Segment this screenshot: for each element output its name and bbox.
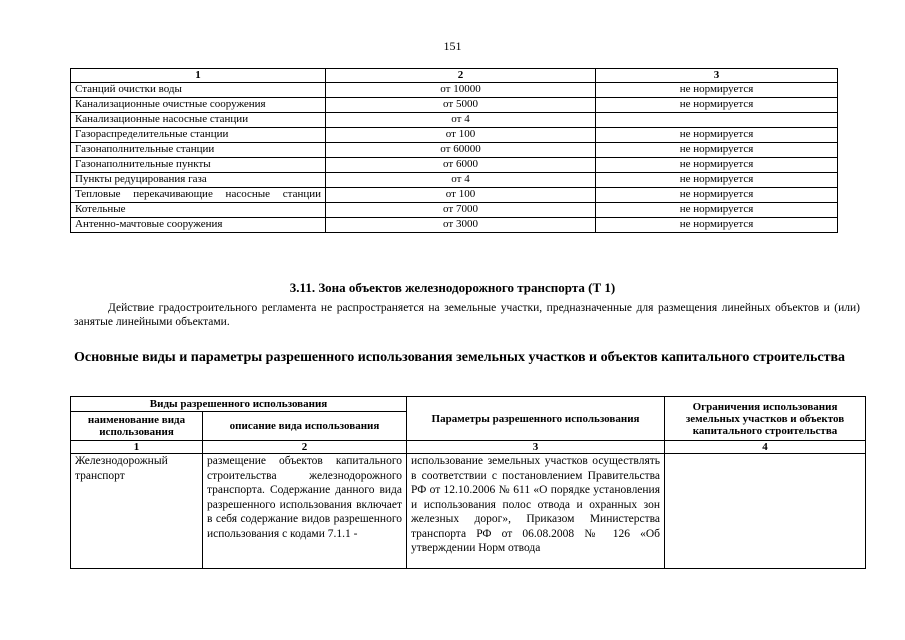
norm-status: не нормируется [596,158,838,173]
table-row [71,83,838,98]
table-header-row [71,69,838,83]
facility-distance-table [70,68,838,233]
distance-value: от 7000 [326,203,596,218]
facility-name: Газораспределительные станции [71,128,326,143]
distance-value: от 60000 [326,143,596,158]
facility-name: Тепловые перекачивающие насосные станции [71,188,326,203]
norm-status: не нормируется [596,98,838,113]
norm-status: не нормируется [596,143,838,158]
permitted-use-heading: Основные виды и параметры разрешенного использования земельных участков и объектов капитального строительства [74,350,846,365]
section-paragraph: Действие градостроительного регламента не распространяется на земельные участки, предназначенные для размещения линейных объектов и (или) занятые линейными объектами. [74,302,860,328]
norm-status: не нормируется [596,173,838,188]
table-row [71,158,838,173]
params-header: Параметры разрешенного использования [407,397,665,441]
table-row [71,173,838,188]
table-row [71,188,838,203]
section-title: 3.11. Зона объектов железнодорожного транспорта (Т 1) [289,280,616,295]
norm-status: не нормируется [596,83,838,98]
facility-name: Антенно-мачтовые сооружения [71,218,326,233]
use-name: Железнодорожный транспорт [71,454,203,569]
facility-name: Канализационные очистные сооружения [71,98,326,113]
distance-value: от 6000 [326,158,596,173]
table-row [71,218,838,233]
table-row [71,113,838,128]
col-number: 1 [71,441,203,454]
description-header: описание вида использования [203,412,407,441]
norm-status [596,113,838,128]
limits-header: Ограничения использования земельных участков и объектов капитального строительства [665,397,866,441]
norm-status: не нормируется [596,128,838,143]
facility-name: Станций очистки воды [71,83,326,98]
column-number: 3 [596,69,838,83]
facility-name: Котельные [71,203,326,218]
col-number: 3 [407,441,665,454]
distance-value: от 10000 [326,83,596,98]
table-row [71,128,838,143]
name-header: наименование вида использования [71,412,203,441]
group-header: Виды разрешенного использования [71,397,407,412]
distance-value: от 100 [326,188,596,203]
use-limits [665,454,866,569]
table-row [71,203,838,218]
facility-name: Канализационные насосные станции [71,113,326,128]
page-number: 151 [443,39,462,53]
use-params: использование земельных участков осуществлять в соответствии с постановлением Правительства РФ от 12.10.2006 № 611 «О порядке установления и использования полос отвода и охранных зон железных дорог», Приказом Министерства транспорта РФ от 06.08.2008 № 126 «Об утверждении Норм отвода [407,454,665,569]
distance-value: от 4 [326,113,596,128]
distance-value: от 100 [326,128,596,143]
norm-status: не нормируется [596,203,838,218]
col-number: 2 [203,441,407,454]
table-row [71,98,838,113]
column-number: 1 [71,69,326,83]
use-description: размещение объектов капитального строительства железнодорожного транспорта. Содержание данного вида разрешенного использования включает в себя содержание видов разрешенного использования с кодами 7.1.1 - [203,454,407,569]
distance-value: от 3000 [326,218,596,233]
facility-name: Пункты редуцирования газа [71,173,326,188]
norm-status: не нормируется [596,218,838,233]
permitted-use-table [70,396,866,569]
facility-name: Газонаполнительные пункты [71,158,326,173]
distance-value: от 4 [326,173,596,188]
norm-status: не нормируется [596,188,838,203]
table-row [71,143,838,158]
column-number: 2 [326,69,596,83]
col-number: 4 [665,441,866,454]
distance-value: от 5000 [326,98,596,113]
facility-name: Газонаполнительные станции [71,143,326,158]
